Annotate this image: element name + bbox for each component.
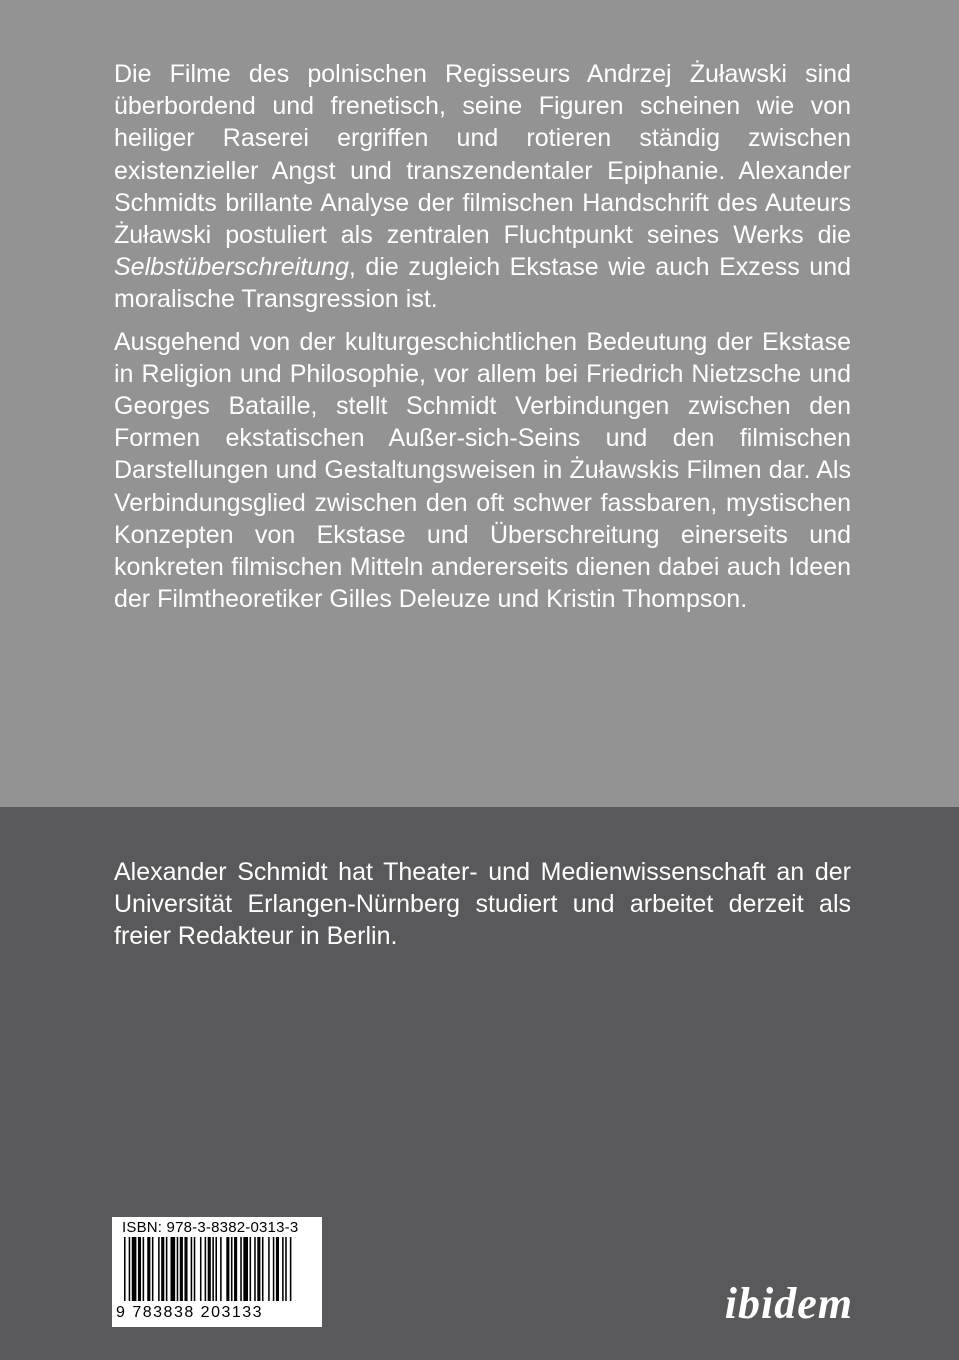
barcode-bar bbox=[254, 1237, 256, 1301]
barcode-bar bbox=[166, 1237, 168, 1301]
barcode-bar bbox=[180, 1237, 183, 1301]
publisher-logo: ibidem bbox=[724, 1279, 853, 1328]
blurb-paragraph-1 bbox=[114, 58, 851, 316]
barcode-bar bbox=[257, 1237, 260, 1301]
author-bio: Alexander Schmidt hat Theater- und Medienwissenschaft an der Universität Erlangen-Nürnberg studiert und arbeitet derzeit als freier Redakteur in Berlin. bbox=[114, 858, 851, 950]
barcode-box bbox=[112, 1217, 322, 1327]
barcode-bars bbox=[112, 1237, 322, 1307]
barcode-bar bbox=[124, 1237, 126, 1301]
barcode-bar bbox=[262, 1237, 264, 1301]
barcode-bar bbox=[205, 1237, 207, 1301]
barcode-bar bbox=[226, 1237, 229, 1301]
barcode-bar bbox=[282, 1237, 284, 1301]
barcode-bar bbox=[194, 1237, 196, 1301]
barcode-bar bbox=[184, 1237, 187, 1301]
isbn-label: ISBN: 978-3-8382-0313-3 bbox=[122, 1219, 299, 1236]
blurb-p1-end: , die zugleich Ekstase wie auch Exzess und moralische Transgression ist. bbox=[114, 253, 851, 314]
barcode-bar bbox=[129, 1237, 131, 1301]
blurb-paragraph-2: Ausgehend von der kulturgeschichtlichen Bedeutung der Ekstase in Religion und Philosophie, vor allem bei Friedrich Nietzsche und Georges Bataille, stellt Schmidt Verbindungen zwischen den Formen ekstatischen Außer-sich-Seins und den filmischen Darstellungen und Gestaltungsweisen in Żuławskis Filmen dar. Als Verbindungsglied zwischen den oft schwer fassbaren, mystischen Konzepten von Ekstase und Überschreitung einerseits und konkreten filmischen Mitteln andererseits dienen dabei auch Ideen der Filmtheoretiker Gilles Deleuze und Kristin Thompson. bbox=[114, 327, 851, 614]
barcode-bar bbox=[132, 1237, 137, 1301]
barcode-bar bbox=[177, 1237, 179, 1301]
barcode-bar bbox=[152, 1237, 154, 1301]
barcode-bar bbox=[215, 1237, 217, 1301]
barcode-bar bbox=[273, 1237, 275, 1301]
barcode-bar bbox=[143, 1237, 145, 1301]
barcode-bar bbox=[240, 1237, 242, 1301]
barcode-bar bbox=[212, 1237, 214, 1301]
barcode-bar bbox=[208, 1237, 211, 1301]
barcode-bar bbox=[171, 1237, 176, 1301]
barcode-bar bbox=[220, 1237, 222, 1301]
barcode-bar bbox=[161, 1237, 164, 1301]
barcode-bar bbox=[285, 1237, 287, 1301]
barcode-bar bbox=[250, 1237, 252, 1301]
barcode-bar bbox=[243, 1237, 248, 1301]
barcode-bar bbox=[231, 1237, 233, 1301]
blurb-p1-start: Die Filme des polnischen Regisseurs Andrzej Żuławski sind überbordend und frenetisch, seine Figuren scheinen wie von heiliger Raserei ergriffen und rotieren ständig zwischen existenzieller Angst und transzendentaler Epiphanie. Alexander Schmidts brillante Analyse der filmischen Handschrift des Auteurs Żuławski postuliert als zentralen Fluchtpunkt seines Werks die bbox=[114, 60, 851, 250]
barcode-bar bbox=[268, 1237, 270, 1301]
book-blurb bbox=[114, 58, 851, 625]
barcode-bar bbox=[158, 1237, 160, 1301]
blurb-p1-emphasis: Selbstüberschreitung bbox=[114, 253, 349, 282]
barcode-bar bbox=[290, 1237, 292, 1301]
barcode-bar bbox=[200, 1237, 202, 1301]
barcode-bar bbox=[138, 1237, 141, 1301]
barcode-bar bbox=[191, 1237, 193, 1301]
barcode-digits: 9 783838 203133 bbox=[116, 1304, 264, 1321]
barcode-bar bbox=[276, 1237, 279, 1301]
barcode-bar bbox=[234, 1237, 237, 1301]
barcode-bar bbox=[147, 1237, 150, 1301]
